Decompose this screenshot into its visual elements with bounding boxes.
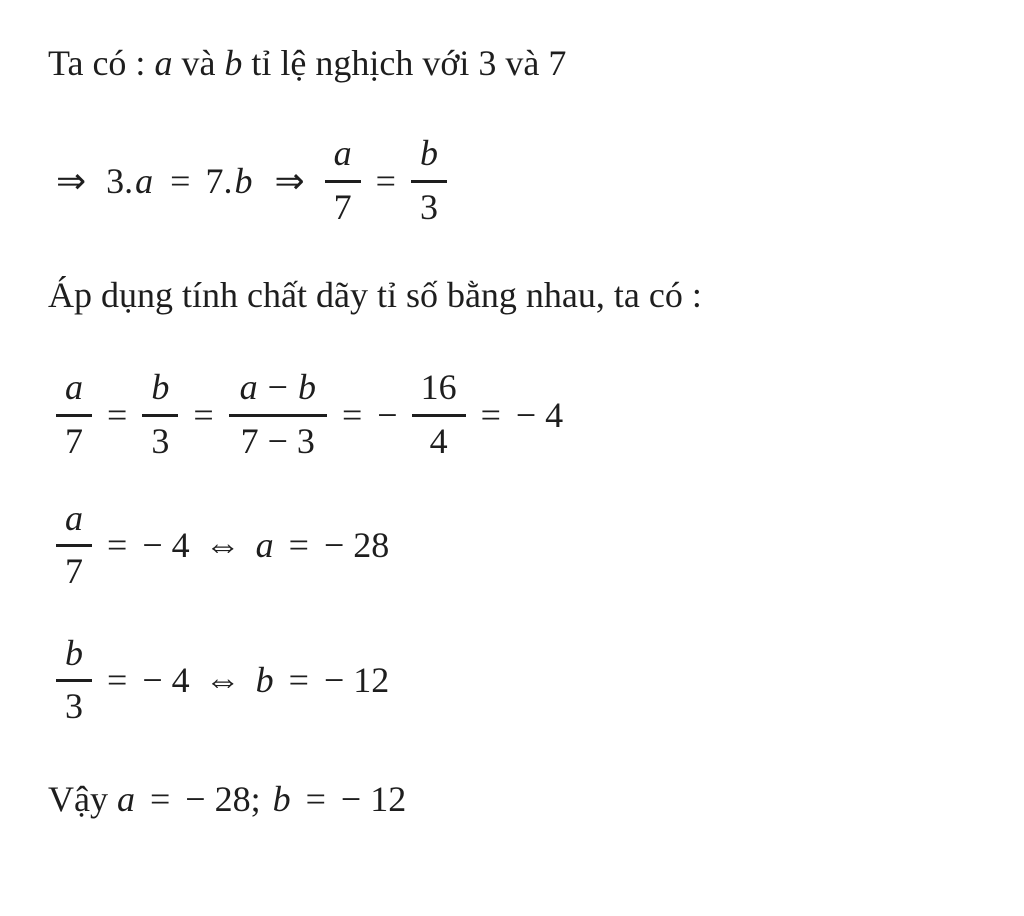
fraction-b-over-3	[56, 633, 92, 728]
line-ratio-chain	[56, 367, 1004, 462]
equals-sign: =	[375, 160, 396, 201]
fraction-numerator: a	[65, 497, 83, 538]
line-derivation	[56, 133, 1004, 228]
fraction-denominator: 4	[429, 420, 448, 461]
value-minus-4: − 4	[142, 660, 190, 701]
fraction-numerator: 16	[420, 367, 457, 408]
fraction-numerator: b	[151, 367, 170, 408]
variable-b: b	[224, 43, 243, 83]
result-a: − 28	[323, 525, 390, 566]
fraction-denominator: 7	[333, 186, 352, 227]
implies-arrow-icon: ⇒	[274, 160, 305, 201]
fraction-a-over-7	[56, 367, 92, 462]
iff-arrow-icon: ⇔	[204, 660, 241, 701]
equals-sign: =	[107, 394, 128, 435]
equals-sign: =	[288, 525, 309, 566]
fraction-denominator: 7	[65, 551, 83, 592]
equals-sign: =	[480, 394, 501, 435]
value-b: − 12	[340, 778, 407, 819]
equals-sign: =	[149, 778, 171, 819]
result-value: − 4	[515, 394, 564, 435]
line-apply-property: Áp dụng tính chất dãy tỉ số bằng nhau, ta có :	[48, 274, 702, 315]
fraction-a-minus-b-over-7-minus-3	[229, 367, 327, 462]
coef-7: 7.	[205, 160, 233, 201]
variable-b: b	[234, 160, 253, 201]
equals-sign: =	[193, 394, 214, 435]
fraction-denominator: 3	[419, 186, 438, 227]
equals-sign: =	[305, 778, 326, 819]
fraction-numerator: a	[65, 367, 83, 408]
equals-sign: =	[288, 660, 309, 701]
line-given	[48, 42, 1004, 85]
equals-sign: =	[170, 160, 191, 201]
value-minus-4: − 4	[142, 525, 190, 566]
minus-sign: −	[267, 367, 288, 408]
fraction-numerator: b	[65, 632, 83, 673]
given-text-3: tỉ lệ nghịch với 3 và 7	[242, 43, 567, 83]
fraction-denominator: 7	[65, 420, 83, 461]
fraction-16-over-4	[412, 367, 466, 462]
given-text-2: và	[172, 43, 225, 83]
iff-arrow-icon: ⇔	[204, 525, 241, 566]
variable-a: a	[255, 525, 274, 566]
value-a: − 28;	[185, 778, 261, 819]
line-solve-a	[56, 498, 1004, 593]
numerator-b: b	[297, 367, 316, 408]
equals-sign: =	[107, 660, 128, 701]
minus-sign: −	[377, 394, 398, 435]
variable-a: a	[154, 43, 173, 83]
given-text-1: Ta có :	[48, 43, 155, 83]
fraction-denominator: 3	[151, 420, 170, 461]
variable-a: a	[135, 160, 154, 201]
fraction-a-over-7	[325, 133, 361, 228]
conclusion-text: Vậy	[48, 778, 117, 819]
fraction-denominator: 7 − 3	[240, 420, 315, 461]
fraction-a-over-7	[56, 498, 92, 593]
fraction-denominator: 3	[65, 686, 83, 727]
variable-b: b	[272, 778, 291, 819]
variable-b: b	[255, 660, 274, 701]
coef-3: 3.	[106, 160, 134, 201]
fraction-b-over-3	[142, 367, 178, 462]
equals-sign: =	[341, 394, 363, 435]
variable-a: a	[116, 778, 135, 819]
fraction-b-over-3	[411, 133, 447, 228]
implies-arrow-icon: ⇒	[56, 160, 87, 201]
result-b: − 12	[323, 660, 390, 701]
fraction-numerator: b	[419, 133, 438, 174]
numerator-a: a	[239, 367, 258, 408]
equals-sign: =	[107, 525, 128, 566]
line-conclusion	[48, 778, 1004, 820]
fraction-numerator: a	[333, 133, 352, 174]
line-solve-b	[56, 633, 1004, 728]
